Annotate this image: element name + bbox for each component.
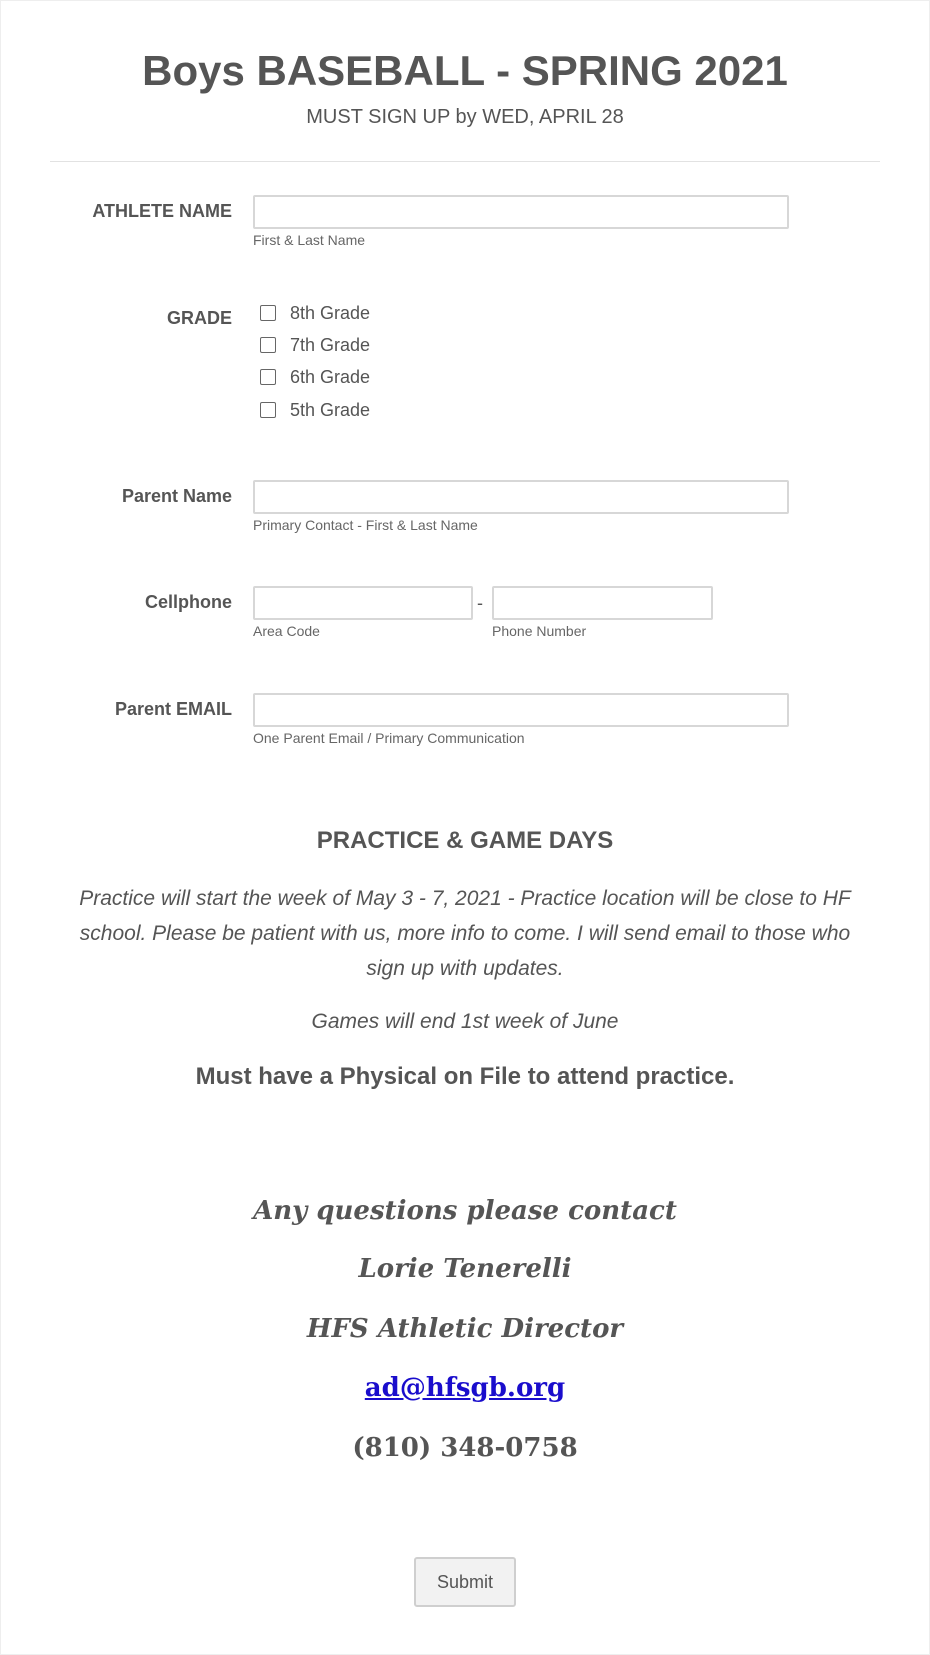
practice-section-title: PRACTICE & GAME DAYS <box>316 827 614 854</box>
physical-requirement: Must have a Physical on File to attend practice. <box>195 1063 735 1090</box>
parent-email-input[interactable] <box>253 693 789 727</box>
grade-option-7th[interactable] <box>260 333 370 357</box>
grade-5th-checkbox[interactable] <box>260 402 276 418</box>
phone-number-input[interactable] <box>492 586 713 620</box>
grade-option-5th[interactable] <box>260 398 370 422</box>
header-divider <box>50 161 880 162</box>
parent-name-hint: Primary Contact - First & Last Name <box>253 517 478 533</box>
cellphone-label: Cellphone <box>144 592 232 612</box>
grade-label: GRADE <box>166 308 232 328</box>
grade-option-6th[interactable] <box>260 365 370 389</box>
grade-8th-label: 8th Grade <box>290 302 371 323</box>
page-subtitle: MUST SIGN UP by WED, APRIL 28 <box>306 106 624 128</box>
submit-button[interactable]: Submit <box>414 1557 516 1607</box>
contact-name: Lorie Tenerelli <box>358 1254 572 1284</box>
parent-email-label: Parent EMAIL <box>114 699 232 719</box>
parent-name-label: Parent Name <box>121 486 232 506</box>
grade-7th-label: 7th Grade <box>290 334 371 355</box>
grade-7th-checkbox[interactable] <box>260 337 276 353</box>
athlete-name-input[interactable] <box>253 195 789 229</box>
athlete-name-hint: First & Last Name <box>253 232 366 248</box>
contact-phone: (810) 348-0758 <box>352 1433 578 1463</box>
phone-separator: - <box>477 593 483 613</box>
grade-6th-label: 6th Grade <box>290 366 371 387</box>
grade-8th-checkbox[interactable] <box>260 305 276 321</box>
games-end-note: Games will end 1st week of June <box>311 1010 619 1033</box>
area-code-hint: Area Code <box>253 623 320 639</box>
contact-role: HFS Athletic Director <box>306 1314 624 1344</box>
grade-option-8th[interactable] <box>260 301 370 325</box>
page-title: Boys BASEBALL - SPRING 2021 <box>142 47 788 94</box>
grade-6th-checkbox[interactable] <box>260 369 276 385</box>
parent-name-input[interactable] <box>253 480 789 514</box>
contact-intro: Any questions please contact <box>253 1196 677 1226</box>
grade-5th-label: 5th Grade <box>290 399 371 420</box>
area-code-input[interactable] <box>253 586 473 620</box>
practice-details: Practice will start the week of May 3 - 7, 2021 - Practice location will be close to HF school. Please be patient with us, more info to come. I will send email to those who sign up with updates. <box>79 887 851 980</box>
parent-email-hint: One Parent Email / Primary Communication <box>253 730 525 746</box>
contact-email-link[interactable]: ad@hfsgb.org <box>364 1373 566 1403</box>
contact-email-wrapper <box>0 1370 930 1406</box>
phone-number-hint: Phone Number <box>492 623 587 639</box>
form-header <box>0 40 930 130</box>
athlete-name-label: ATHLETE NAME <box>92 201 232 221</box>
